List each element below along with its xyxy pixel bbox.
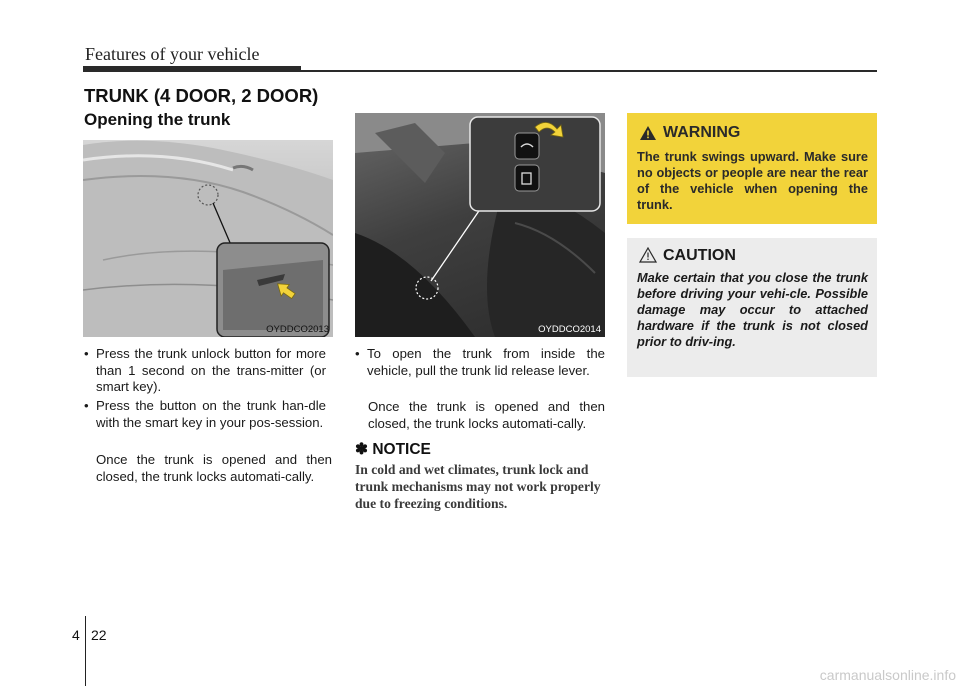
watermark-link[interactable]: carmanualsonline.info bbox=[819, 667, 956, 683]
bullet-item bbox=[84, 398, 326, 431]
bullet-dot-icon: • bbox=[84, 346, 89, 361]
paragraph-text: Once the trunk is opened and then closed, the trunk locks automati-cally. bbox=[368, 399, 605, 431]
caution-box bbox=[627, 238, 877, 377]
warning-text: The trunk swings upward. Make sure no objects or people are near the rear of the vehicle when opening the trunk. bbox=[637, 149, 868, 212]
paragraph-text: Once the trunk is opened and then closed, the trunk locks automati-cally. bbox=[96, 452, 332, 484]
trunk-exterior-photo bbox=[83, 140, 333, 337]
warning-triangle-icon bbox=[639, 125, 657, 141]
bullet-dot-icon: • bbox=[84, 398, 89, 413]
notice-title bbox=[355, 440, 431, 459]
bullet-text: Press the trunk unlock button for more than 1 second on the trans-mitter (or smart key). bbox=[96, 346, 326, 394]
bullet-item bbox=[355, 346, 605, 379]
photo-code-2013: OYDDCO2013 bbox=[266, 324, 329, 335]
footer-section-number: 4 bbox=[72, 627, 80, 643]
caution-triangle-icon bbox=[639, 247, 657, 263]
header-title: Features of your vehicle bbox=[85, 44, 260, 64]
trunk-exterior-illustration bbox=[83, 140, 333, 337]
caution-text: Make certain that you close the trunk before driving your vehi-cle. Possible damage may occur to attached hardware if the trunk is not closed prior to driv-ing. bbox=[637, 270, 868, 349]
bullet-text: Press the button on the trunk han-dle with the smart key in your pos-session. bbox=[96, 398, 326, 430]
subsection-title: Opening the trunk bbox=[84, 110, 231, 129]
trunk-release-lever-photo bbox=[355, 113, 605, 337]
photo-code-2014: OYDDCO2014 bbox=[538, 324, 601, 335]
header-rule-thin bbox=[301, 70, 877, 72]
notice-cross-icon: ✽ bbox=[355, 441, 368, 458]
bullet-text: To open the trunk from inside the vehicle, pull the trunk lid release lever. bbox=[367, 346, 605, 378]
bullet-item bbox=[84, 346, 326, 396]
trunk-release-lever-illustration bbox=[355, 113, 605, 337]
bullet-dot-icon: • bbox=[355, 346, 360, 361]
header-rule-thick bbox=[83, 66, 301, 72]
footer-page-number: 22 bbox=[91, 627, 107, 643]
notice-text: In cold and wet climates, trunk lock and trunk mechanisms may not work properly due to freezing conditions. bbox=[355, 462, 601, 511]
caution-title: CAUTION bbox=[663, 247, 736, 264]
warning-box bbox=[627, 113, 877, 224]
warning-title: WARNING bbox=[663, 124, 741, 141]
section-title: TRUNK (4 DOOR, 2 DOOR) bbox=[84, 85, 319, 106]
notice-title-text: NOTICE bbox=[372, 441, 431, 458]
footer-divider bbox=[85, 616, 86, 686]
